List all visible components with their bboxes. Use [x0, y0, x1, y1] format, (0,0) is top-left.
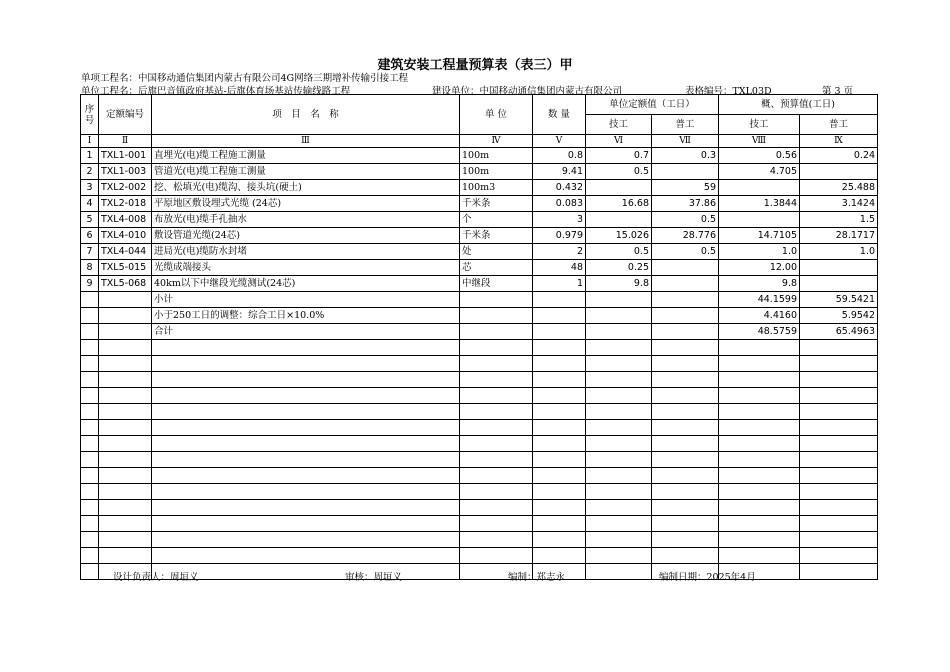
blank-cell	[99, 420, 152, 436]
roman-2: Ⅱ	[99, 135, 152, 148]
form-number: 表格编号：TXL03D	[685, 86, 772, 97]
blank-cell	[533, 452, 586, 468]
cell-unit-skilled: 15.026	[586, 228, 652, 244]
cell-unit-skilled	[586, 180, 652, 196]
cell-name: 40km以下中继段光缆测试(24芯)	[152, 276, 460, 292]
cell-unit	[460, 308, 533, 324]
cell-qty: 0.083	[533, 196, 586, 212]
blank-cell	[460, 420, 533, 436]
cell-seq	[81, 324, 99, 340]
cell-total-skilled: 1.3844	[719, 196, 800, 212]
cell-unit-general	[652, 276, 719, 292]
cell-name: 管道光(电)缆工程施工测量	[152, 164, 460, 180]
cell-unit-skilled: 9.8	[586, 276, 652, 292]
blank-cell	[460, 388, 533, 404]
blank-cell	[652, 340, 719, 356]
cell-seq: 4	[81, 196, 99, 212]
cell-name: 布放光(电)缆手孔抽水	[152, 212, 460, 228]
blank-cell	[800, 500, 878, 516]
blank-row	[81, 548, 878, 564]
blank-cell	[81, 452, 99, 468]
blank-row	[81, 564, 878, 580]
blank-row	[81, 532, 878, 548]
col-code-header: 定额编号	[99, 95, 152, 135]
col-total-skilled: 技工	[719, 115, 800, 135]
cell-unit-general: 0.3	[652, 148, 719, 164]
cell-unit-skilled	[586, 212, 652, 228]
cell-seq: 2	[81, 164, 99, 180]
budget-table	[80, 94, 878, 580]
cell-unit	[460, 324, 533, 340]
cell-code: TXL5-015	[99, 260, 152, 276]
blank-cell	[800, 484, 878, 500]
blank-cell	[652, 388, 719, 404]
cell-seq: 9	[81, 276, 99, 292]
blank-cell	[719, 356, 800, 372]
blank-cell	[152, 516, 460, 532]
blank-cell	[533, 468, 586, 484]
compile-date: 编制日期：2025年4月	[659, 572, 756, 583]
blank-cell	[652, 420, 719, 436]
blank-cell	[460, 500, 533, 516]
blank-cell	[652, 356, 719, 372]
blank-cell	[652, 548, 719, 564]
blank-row	[81, 420, 878, 436]
blank-cell	[152, 404, 460, 420]
blank-cell	[586, 564, 652, 580]
blank-cell	[586, 420, 652, 436]
cell-total-skilled: 4.4160	[719, 308, 800, 324]
cell-seq	[81, 308, 99, 324]
blank-cell	[460, 548, 533, 564]
blank-cell	[652, 436, 719, 452]
blank-cell	[152, 356, 460, 372]
blank-cell	[81, 372, 99, 388]
cell-qty	[533, 308, 586, 324]
cell-total-general: 65.4963	[800, 324, 878, 340]
blank-cell	[533, 436, 586, 452]
cell-unit-skilled: 0.5	[586, 164, 652, 180]
cell-seq: 1	[81, 148, 99, 164]
blank-cell	[719, 340, 800, 356]
blank-cell	[460, 372, 533, 388]
blank-cell	[652, 516, 719, 532]
blank-cell	[460, 436, 533, 452]
blank-cell	[99, 356, 152, 372]
blank-cell	[800, 532, 878, 548]
cell-total-skilled: 14.7105	[719, 228, 800, 244]
blank-cell	[652, 484, 719, 500]
blank-row	[81, 356, 878, 372]
cell-total-skilled: 12.00	[719, 260, 800, 276]
cell-code: TXL2-018	[99, 196, 152, 212]
cell-unit: 千米条	[460, 196, 533, 212]
col-name-header: 项 目 名 称	[152, 95, 460, 135]
cell-code: TXL2-002	[99, 180, 152, 196]
cell-unit-skilled: 0.25	[586, 260, 652, 276]
blank-cell	[99, 484, 152, 500]
cell-unit	[460, 292, 533, 308]
blank-cell	[152, 532, 460, 548]
blank-cell	[152, 548, 460, 564]
table-row	[81, 308, 878, 324]
blank-row	[81, 484, 878, 500]
page-number: 第 3 页	[822, 86, 854, 97]
table-row	[81, 244, 878, 260]
blank-cell	[719, 468, 800, 484]
page-title: 建筑安装工程量预算表（表三）甲	[377, 58, 573, 73]
blank-cell	[152, 484, 460, 500]
blank-cell	[800, 564, 878, 580]
col-unit-quota-header: 单位定额值（工日）	[586, 95, 719, 115]
cell-qty: 2	[533, 244, 586, 260]
blank-cell	[800, 404, 878, 420]
blank-cell	[460, 404, 533, 420]
table-row	[81, 260, 878, 276]
blank-cell	[99, 452, 152, 468]
blank-cell	[81, 388, 99, 404]
blank-cell	[460, 484, 533, 500]
blank-cell	[586, 388, 652, 404]
blank-cell	[99, 532, 152, 548]
cell-unit: 芯	[460, 260, 533, 276]
blank-cell	[800, 452, 878, 468]
blank-cell	[99, 516, 152, 532]
blank-cell	[81, 548, 99, 564]
cell-total-skilled	[719, 212, 800, 228]
blank-cell	[800, 516, 878, 532]
table-row	[81, 228, 878, 244]
blank-cell	[152, 340, 460, 356]
blank-cell	[800, 420, 878, 436]
blank-cell	[652, 532, 719, 548]
blank-cell	[652, 500, 719, 516]
cell-unit-general	[652, 308, 719, 324]
blank-cell	[533, 484, 586, 500]
blank-row	[81, 468, 878, 484]
cell-unit: 100m	[460, 148, 533, 164]
table-row	[81, 180, 878, 196]
blank-cell	[719, 372, 800, 388]
cell-qty: 1	[533, 276, 586, 292]
table-row	[81, 292, 878, 308]
blank-cell	[652, 452, 719, 468]
col-unit-skilled: 技工	[586, 115, 652, 135]
designer-signature: 设计负责人：周垣义	[113, 572, 199, 583]
table-row	[81, 148, 878, 164]
table-row	[81, 324, 878, 340]
cell-qty: 0.979	[533, 228, 586, 244]
blank-cell	[460, 532, 533, 548]
blank-cell	[533, 388, 586, 404]
blank-cell	[99, 388, 152, 404]
blank-cell	[460, 340, 533, 356]
cell-code: TXL1-001	[99, 148, 152, 164]
roman-8: Ⅷ	[719, 135, 800, 148]
reviewer-signature: 审核：周垣义	[345, 572, 403, 583]
roman-numeral-row	[81, 135, 878, 148]
cell-total-skilled: 1.0	[719, 244, 800, 260]
cell-unit-skilled: 0.5	[586, 244, 652, 260]
blank-cell	[586, 468, 652, 484]
cell-unit-general: 59	[652, 180, 719, 196]
cell-unit: 中继段	[460, 276, 533, 292]
col-total-header: 概、预算值(工日)	[719, 95, 878, 115]
blank-cell	[99, 372, 152, 388]
cell-total-skilled: 44.1599	[719, 292, 800, 308]
cell-name: 敷设管道光缆(24芯)	[152, 228, 460, 244]
cell-code: TXL1-003	[99, 164, 152, 180]
project-name: 单项工程名：中国移动通信集团内蒙古有限公司4G网络三期增补传输引接工程	[81, 73, 409, 84]
cell-code: TXL5-068	[99, 276, 152, 292]
cell-total-general: 59.5421	[800, 292, 878, 308]
blank-cell	[800, 548, 878, 564]
blank-cell	[152, 388, 460, 404]
cell-total-skilled: 4.705	[719, 164, 800, 180]
cell-unit: 千米条	[460, 228, 533, 244]
blank-cell	[533, 356, 586, 372]
cell-total-skilled: 9.8	[719, 276, 800, 292]
cell-qty: 9.41	[533, 164, 586, 180]
blank-cell	[800, 468, 878, 484]
cell-unit-skilled	[586, 292, 652, 308]
blank-cell	[99, 548, 152, 564]
blank-cell	[533, 404, 586, 420]
cell-unit-general: 37.86	[652, 196, 719, 212]
blank-cell	[800, 340, 878, 356]
cell-unit: 个	[460, 212, 533, 228]
blank-cell	[586, 452, 652, 468]
blank-cell	[719, 532, 800, 548]
blank-cell	[99, 468, 152, 484]
blank-cell	[99, 500, 152, 516]
cell-name: 挖、松填光(电)缆沟、接头坑(硬土)	[152, 180, 460, 196]
cell-seq: 7	[81, 244, 99, 260]
blank-cell	[800, 356, 878, 372]
blank-cell	[533, 516, 586, 532]
blank-cell	[586, 516, 652, 532]
roman-6: Ⅵ	[586, 135, 652, 148]
blank-cell	[533, 548, 586, 564]
blank-cell	[152, 420, 460, 436]
blank-row	[81, 404, 878, 420]
cell-total-skilled	[719, 180, 800, 196]
blank-cell	[152, 468, 460, 484]
cell-total-general: 25.488	[800, 180, 878, 196]
blank-cell	[460, 468, 533, 484]
blank-cell	[460, 452, 533, 468]
blank-cell	[586, 404, 652, 420]
blank-cell	[586, 500, 652, 516]
cell-qty: 48	[533, 260, 586, 276]
col-total-general: 普工	[800, 115, 878, 135]
blank-cell	[719, 388, 800, 404]
cell-name: 光缆成端接头	[152, 260, 460, 276]
blank-cell	[586, 340, 652, 356]
blank-cell	[586, 356, 652, 372]
blank-cell	[652, 372, 719, 388]
roman-5: Ⅴ	[533, 135, 586, 148]
blank-row	[81, 340, 878, 356]
cell-unit: 处	[460, 244, 533, 260]
cell-unit-general: 0.5	[652, 244, 719, 260]
blank-cell	[152, 452, 460, 468]
cell-code: TXL4-010	[99, 228, 152, 244]
cell-total-skilled: 0.56	[719, 148, 800, 164]
cell-code	[99, 324, 152, 340]
blank-cell	[460, 516, 533, 532]
blank-cell	[99, 340, 152, 356]
cell-seq: 8	[81, 260, 99, 276]
cell-qty	[533, 292, 586, 308]
cell-total-general: 1.0	[800, 244, 878, 260]
blank-cell	[81, 420, 99, 436]
blank-cell	[81, 564, 99, 580]
table-row	[81, 212, 878, 228]
cell-unit-general	[652, 260, 719, 276]
cell-unit: 100m3	[460, 180, 533, 196]
blank-cell	[719, 548, 800, 564]
blank-cell	[586, 484, 652, 500]
blank-cell	[719, 452, 800, 468]
blank-cell	[81, 516, 99, 532]
roman-4: Ⅳ	[460, 135, 533, 148]
cell-code	[99, 308, 152, 324]
blank-cell	[586, 372, 652, 388]
blank-cell	[99, 436, 152, 452]
blank-cell	[533, 500, 586, 516]
cell-code: TXL4-008	[99, 212, 152, 228]
header-row-1	[81, 95, 878, 115]
blank-cell	[719, 484, 800, 500]
blank-cell	[81, 500, 99, 516]
cell-total-general: 28.1717	[800, 228, 878, 244]
unit-project-name: 单位工程名：后旗巴音镇政府基站-后旗体育场基站传输线路工程	[81, 86, 351, 97]
blank-cell	[81, 532, 99, 548]
cell-unit-general	[652, 292, 719, 308]
blank-cell	[652, 468, 719, 484]
blank-cell	[81, 340, 99, 356]
cell-seq: 5	[81, 212, 99, 228]
cell-total-general: 5.9542	[800, 308, 878, 324]
cell-unit-skilled	[586, 308, 652, 324]
col-qty-header: 数 量	[533, 95, 586, 135]
builder-unit: 建设单位：中国移动通信集团内蒙古有限公司	[432, 86, 623, 97]
blank-cell	[800, 436, 878, 452]
cell-code	[99, 292, 152, 308]
blank-row	[81, 372, 878, 388]
roman-3: Ⅲ	[152, 135, 460, 148]
roman-1: Ⅰ	[81, 135, 99, 148]
blank-cell	[460, 356, 533, 372]
blank-cell	[152, 436, 460, 452]
cell-name: 小于250工日的调整：综合工日×10.0%	[152, 308, 460, 324]
table-row	[81, 276, 878, 292]
blank-row	[81, 452, 878, 468]
blank-cell	[719, 436, 800, 452]
blank-cell	[586, 548, 652, 564]
compiler-signature: 编制：郑志永	[508, 572, 566, 583]
cell-seq	[81, 292, 99, 308]
cell-total-general	[800, 260, 878, 276]
blank-cell	[152, 500, 460, 516]
blank-cell	[586, 532, 652, 548]
blank-cell	[719, 420, 800, 436]
blank-cell	[81, 436, 99, 452]
cell-unit-general: 28.776	[652, 228, 719, 244]
cell-qty: 0.432	[533, 180, 586, 196]
blank-cell	[81, 356, 99, 372]
blank-cell	[99, 404, 152, 420]
blank-cell	[719, 404, 800, 420]
cell-total-general	[800, 164, 878, 180]
blank-cell	[800, 388, 878, 404]
blank-row	[81, 388, 878, 404]
cell-name: 合计	[152, 324, 460, 340]
cell-qty: 0.8	[533, 148, 586, 164]
col-seq-header: 序号	[81, 95, 99, 135]
blank-cell	[533, 420, 586, 436]
blank-row	[81, 500, 878, 516]
cell-total-general	[800, 276, 878, 292]
blank-cell	[533, 532, 586, 548]
blank-cell	[719, 516, 800, 532]
col-unit-general: 普工	[652, 115, 719, 135]
blank-cell	[81, 484, 99, 500]
cell-name: 平原地区敷设埋式光缆 (24芯)	[152, 196, 460, 212]
cell-unit-general	[652, 324, 719, 340]
blank-cell	[719, 500, 800, 516]
roman-9: Ⅸ	[800, 135, 878, 148]
blank-cell	[533, 372, 586, 388]
cell-name: 直埋光(电)缆工程施工测量	[152, 148, 460, 164]
cell-seq: 3	[81, 180, 99, 196]
cell-unit-skilled: 16.68	[586, 196, 652, 212]
cell-unit: 100m	[460, 164, 533, 180]
cell-total-general: 0.24	[800, 148, 878, 164]
cell-total-general: 1.5	[800, 212, 878, 228]
blank-cell	[800, 372, 878, 388]
cell-total-general: 3.1424	[800, 196, 878, 212]
table-row	[81, 164, 878, 180]
cell-unit-general: 0.5	[652, 212, 719, 228]
blank-cell	[586, 436, 652, 452]
cell-qty	[533, 324, 586, 340]
cell-name: 小计	[152, 292, 460, 308]
roman-7: Ⅶ	[652, 135, 719, 148]
cell-unit-skilled	[586, 324, 652, 340]
cell-qty: 3	[533, 212, 586, 228]
blank-cell	[652, 404, 719, 420]
col-unit-header: 单 位	[460, 95, 533, 135]
table-row	[81, 196, 878, 212]
blank-row	[81, 516, 878, 532]
cell-seq: 6	[81, 228, 99, 244]
cell-total-skilled: 48.5759	[719, 324, 800, 340]
blank-cell	[533, 340, 586, 356]
cell-name: 进局光(电)缆防水封堵	[152, 244, 460, 260]
blank-cell	[81, 468, 99, 484]
cell-code: TXL4-044	[99, 244, 152, 260]
blank-cell	[81, 404, 99, 420]
cell-unit-general	[652, 164, 719, 180]
cell-unit-skilled: 0.7	[586, 148, 652, 164]
blank-row	[81, 436, 878, 452]
blank-cell	[152, 372, 460, 388]
